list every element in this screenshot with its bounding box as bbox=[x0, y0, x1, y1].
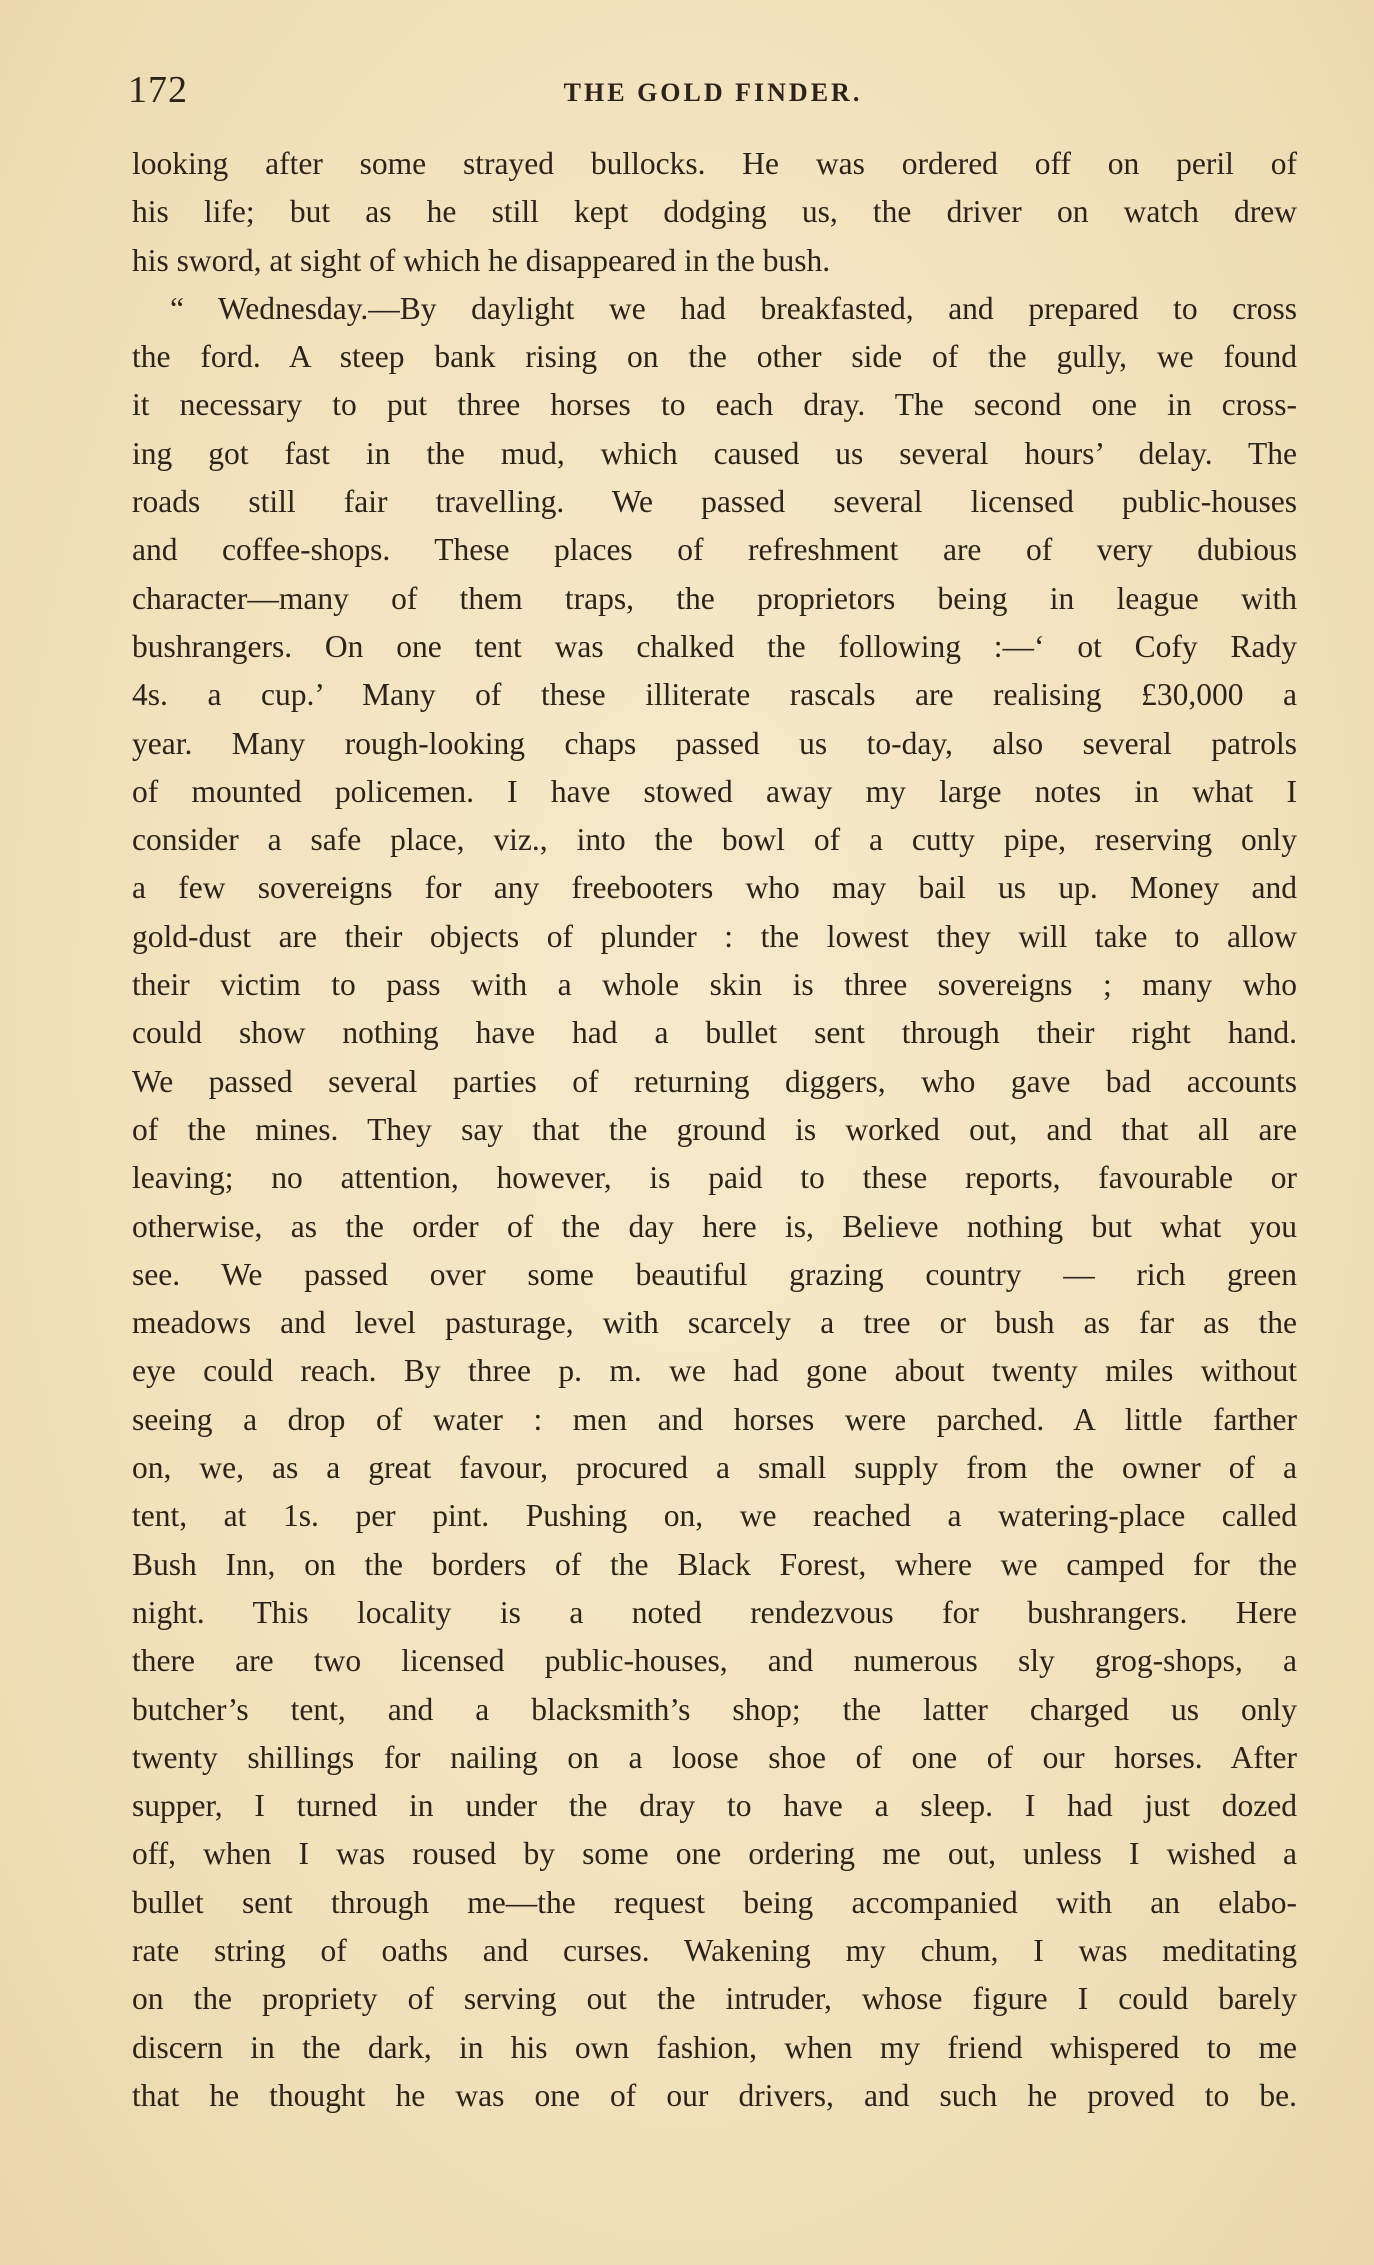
text-line: bullet sent through me—the request being accompanied with an elabo- bbox=[132, 1884, 1297, 1920]
text-line: looking after some strayed bullocks. He was ordered off on peril of bbox=[132, 146, 1297, 181]
text-line: on the propriety of serving out the intruder, whose figure I could barely bbox=[132, 1981, 1297, 2017]
text-line: on, we, as a great favour, procured a small supply from the owner of a bbox=[132, 1450, 1297, 1486]
text-line: see. We passed over some beautiful grazing country — rich green bbox=[132, 1256, 1297, 1292]
text-line: year. Many rough-looking chaps passed us to-day, also several patrols bbox=[132, 725, 1297, 761]
page-number: 172 bbox=[128, 69, 188, 111]
text-line: leaving; no attention, however, is paid to these reports, favourable or bbox=[132, 1160, 1297, 1196]
text-line: that he thought he was one of our drivers, and such he proved to be. bbox=[132, 2077, 1297, 2113]
text-line: otherwise, as the order of the day here is, Believe nothing but what you bbox=[132, 1208, 1297, 1244]
text-line: consider a safe place, viz., into the bowl of a cutty pipe, reserving only bbox=[132, 822, 1297, 858]
text-line: Bush Inn, on the borders of the Black Forest, where we camped for the bbox=[132, 1546, 1297, 1582]
text-line: it necessary to put three horses to each dray. The second one in cross- bbox=[132, 387, 1297, 423]
text-line: roads still fair travelling. We passed several licensed public-houses bbox=[132, 484, 1297, 520]
text-line: “ Wednesday.—By daylight we had breakfasted, and prepared to cross bbox=[170, 290, 1297, 326]
text-line: night. This locality is a noted rendezvous for bushrangers. Here bbox=[132, 1594, 1297, 1630]
text-line: tent, at 1s. per pint. Pushing on, we reached a watering-place called bbox=[132, 1498, 1297, 1534]
text-line: gold-dust are their objects of plunder : the lowest they will take to allow bbox=[132, 918, 1297, 954]
text-line: supper, I turned in under the dray to have a sleep. I had just dozed bbox=[132, 1788, 1297, 1824]
text-line: butcher’s tent, and a blacksmith’s shop; the latter charged us only bbox=[132, 1691, 1297, 1727]
text-line: We passed several parties of returning diggers, who gave bad accounts bbox=[132, 1063, 1297, 1099]
text-line: his sword, at sight of which he disappeared in the bush. bbox=[132, 242, 831, 278]
running-title: THE GOLD FINDER. bbox=[563, 78, 863, 107]
text-line: the ford. A steep bank rising on the other side of the gully, we found bbox=[132, 339, 1297, 375]
text-line: character—many of them traps, the proprietors being in league with bbox=[132, 580, 1297, 616]
text-line: could show nothing have had a bullet sent through their right hand. bbox=[132, 1015, 1297, 1051]
text-line: meadows and level pasturage, with scarcely a tree or bush as far as the bbox=[132, 1305, 1297, 1341]
text-line: and coffee-shops. These places of refreshment are of very dubious bbox=[132, 532, 1297, 568]
text-line: seeing a drop of water : men and horses were parched. A little farther bbox=[132, 1401, 1297, 1437]
page-header bbox=[128, 60, 1298, 120]
text-line: his life; but as he still kept dodging us, the driver on watch drew bbox=[132, 194, 1297, 230]
text-line: ing got fast in the mud, which caused us several hours’ delay. The bbox=[132, 435, 1297, 471]
text-line: rate string of oaths and curses. Wakening my chum, I was meditating bbox=[132, 1932, 1297, 1968]
text-line: of the mines. They say that the ground is worked out, and that all are bbox=[132, 1111, 1297, 1147]
text-line: their victim to pass with a whole skin is three sovereigns ; many who bbox=[132, 967, 1297, 1003]
text-line: discern in the dark, in his own fashion, when my friend whispered to me bbox=[132, 2029, 1297, 2065]
text-line: bushrangers. On one tent was chalked the following :—‘ ot Cofy Rady bbox=[132, 628, 1297, 664]
text-line: a few sovereigns for any freebooters who may bail us up. Money and bbox=[132, 870, 1297, 906]
text-line: of mounted policemen. I have stowed away my large notes in what I bbox=[132, 773, 1297, 809]
text-line: off, when I was roused by some one ordering me out, unless I wished a bbox=[132, 1836, 1297, 1872]
text-line: there are two licensed public-houses, and numerous sly grog-shops, a bbox=[132, 1643, 1297, 1679]
body-text bbox=[132, 140, 1297, 2120]
text-line: 4s. a cup.’ Many of these illiterate rascals are realising £30,000 a bbox=[132, 677, 1297, 713]
text-line: eye could reach. By three p. m. we had gone about twenty miles without bbox=[132, 1353, 1297, 1389]
text-line: twenty shillings for nailing on a loose shoe of one of our horses. After bbox=[132, 1739, 1297, 1775]
